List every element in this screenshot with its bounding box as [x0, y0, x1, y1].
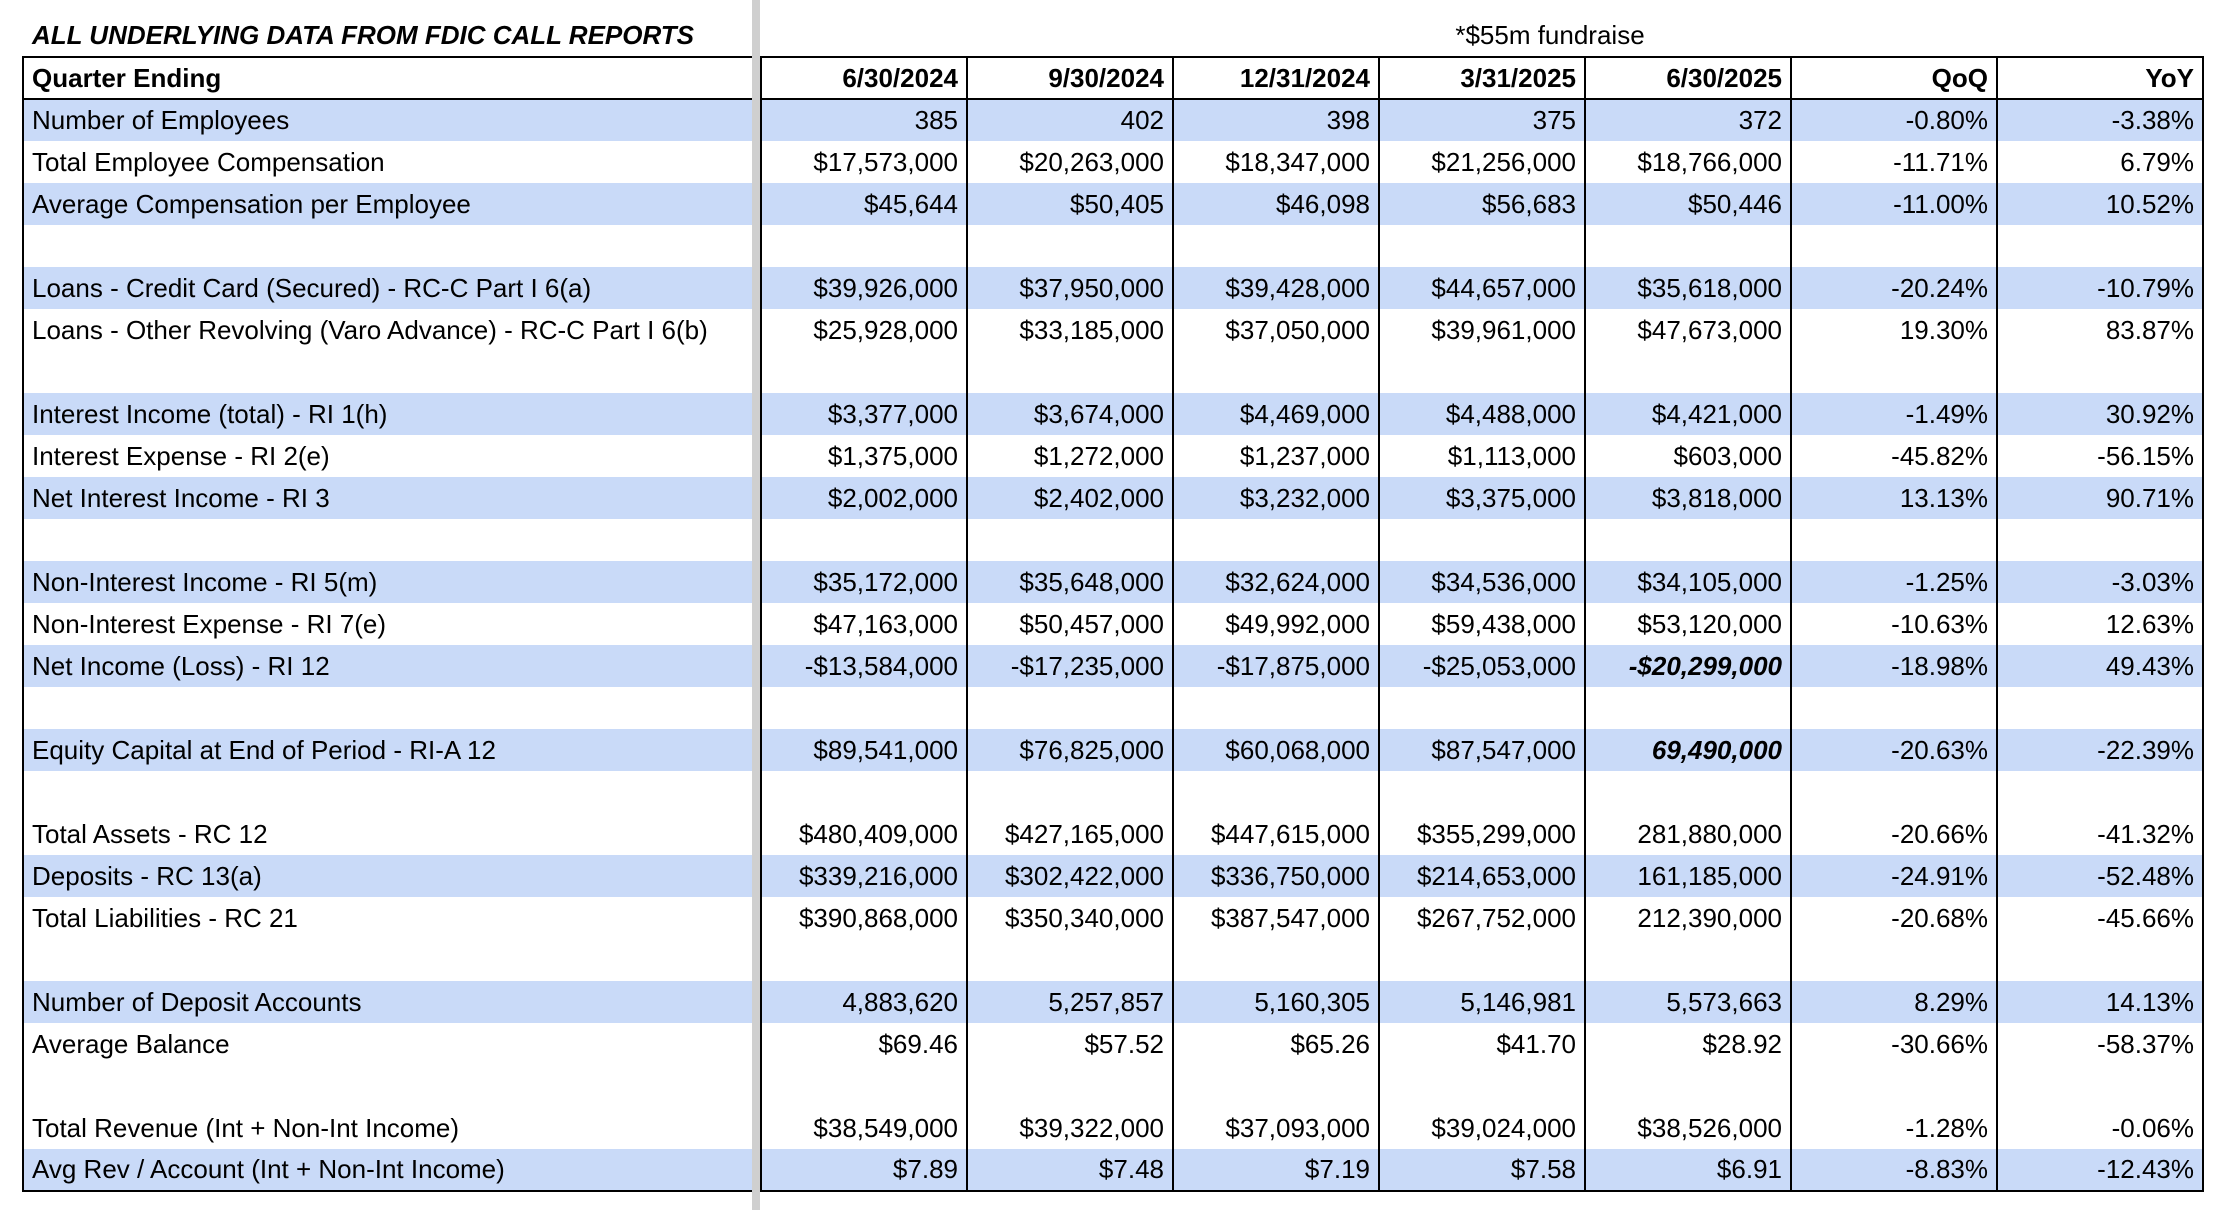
value-cell[interactable]: $38,549,000 — [761, 1107, 967, 1149]
value-cell[interactable] — [967, 519, 1173, 561]
value-cell[interactable]: $7.48 — [967, 1149, 1173, 1191]
value-cell[interactable]: 385 — [761, 99, 967, 141]
value-cell[interactable]: -$13,584,000 — [761, 645, 967, 687]
value-cell[interactable]: $37,093,000 — [1173, 1107, 1379, 1149]
table-row — [23, 225, 2203, 267]
value-cell[interactable]: $4,469,000 — [1173, 393, 1379, 435]
value-cell[interactable] — [967, 351, 1173, 393]
value-cell[interactable]: $28.92 — [1585, 1023, 1791, 1065]
value-cell[interactable]: -41.32% — [1997, 813, 2203, 855]
value-cell[interactable]: $76,825,000 — [967, 729, 1173, 771]
value-cell[interactable]: $50,446 — [1585, 183, 1791, 225]
value-cell[interactable] — [1173, 939, 1379, 981]
value-cell[interactable]: 402 — [967, 99, 1173, 141]
row-label-cell[interactable] — [23, 939, 761, 981]
table-row — [23, 603, 2203, 645]
row-label-cell[interactable]: Total Assets - RC 12 — [23, 813, 761, 855]
table-row — [23, 393, 2203, 435]
value-cell[interactable]: -11.00% — [1791, 183, 1997, 225]
row-label-cell[interactable]: Avg Rev / Account (Int + Non-Int Income) — [23, 1149, 761, 1191]
value-cell[interactable] — [1585, 939, 1791, 981]
value-cell[interactable]: $60,068,000 — [1173, 729, 1379, 771]
value-cell[interactable] — [1997, 687, 2203, 729]
value-cell[interactable] — [967, 771, 1173, 813]
value-cell[interactable]: $7.19 — [1173, 1149, 1379, 1191]
table-row — [23, 1149, 2203, 1191]
table-row — [23, 687, 2203, 729]
value-cell[interactable]: $45,644 — [761, 183, 967, 225]
table-row — [23, 351, 2203, 393]
value-cell[interactable]: $3,232,000 — [1173, 477, 1379, 519]
value-cell[interactable] — [1585, 519, 1791, 561]
value-cell[interactable]: $1,272,000 — [967, 435, 1173, 477]
row-label-cell[interactable]: Net Income (Loss) - RI 12 — [23, 645, 761, 687]
value-cell[interactable] — [1791, 939, 1997, 981]
value-cell[interactable]: $447,615,000 — [1173, 813, 1379, 855]
value-cell[interactable] — [761, 939, 967, 981]
table-body — [23, 99, 2203, 1191]
value-cell[interactable]: 5,160,305 — [1173, 981, 1379, 1023]
value-cell[interactable]: $39,428,000 — [1173, 267, 1379, 309]
row-label-cell[interactable]: Equity Capital at End of Period - RI-A 12 — [23, 729, 761, 771]
table-row — [23, 897, 2203, 939]
row-label-cell[interactable]: Average Balance — [23, 1023, 761, 1065]
value-cell[interactable]: -3.38% — [1997, 99, 2203, 141]
value-cell[interactable]: $4,421,000 — [1585, 393, 1791, 435]
value-cell[interactable]: -22.39% — [1997, 729, 2203, 771]
table-row — [23, 1107, 2203, 1149]
value-cell[interactable] — [1997, 939, 2203, 981]
header-cell-yoy[interactable]: YoY — [1997, 57, 2203, 99]
table-row — [23, 183, 2203, 225]
value-cell[interactable]: -45.66% — [1997, 897, 2203, 939]
value-cell[interactable] — [1379, 1065, 1585, 1107]
row-label-cell[interactable]: Number of Employees — [23, 99, 761, 141]
value-cell[interactable]: $57.52 — [967, 1023, 1173, 1065]
value-cell[interactable]: -24.91% — [1791, 855, 1997, 897]
value-cell[interactable]: -3.03% — [1997, 561, 2203, 603]
value-cell[interactable]: 19.30% — [1791, 309, 1997, 351]
value-cell[interactable] — [967, 687, 1173, 729]
value-cell[interactable]: $47,673,000 — [1585, 309, 1791, 351]
value-cell[interactable] — [761, 225, 967, 267]
value-cell[interactable]: -0.06% — [1997, 1107, 2203, 1149]
row-label-cell[interactable]: Non-Interest Expense - RI 7(e) — [23, 603, 761, 645]
title-row — [22, 18, 2202, 56]
value-cell[interactable] — [1173, 771, 1379, 813]
row-label-cell[interactable]: Total Liabilities - RC 21 — [23, 897, 761, 939]
value-cell[interactable]: 5,146,981 — [1379, 981, 1585, 1023]
table-row — [23, 435, 2203, 477]
value-cell[interactable]: 69,490,000 — [1585, 729, 1791, 771]
table-row — [23, 1065, 2203, 1107]
value-cell[interactable] — [1585, 771, 1791, 813]
value-cell[interactable]: $39,926,000 — [761, 267, 967, 309]
value-cell[interactable]: $25,928,000 — [761, 309, 967, 351]
table-row — [23, 645, 2203, 687]
value-cell[interactable] — [1379, 687, 1585, 729]
value-cell[interactable] — [761, 1065, 967, 1107]
value-cell[interactable]: $65.26 — [1173, 1023, 1379, 1065]
value-cell[interactable]: -12.43% — [1997, 1149, 2203, 1191]
value-cell[interactable]: $20,263,000 — [967, 141, 1173, 183]
row-label-cell[interactable]: Interest Expense - RI 2(e) — [23, 435, 761, 477]
row-label-cell[interactable]: Loans - Credit Card (Secured) - RC-C Part I 6(a) — [23, 267, 761, 309]
value-cell[interactable]: 375 — [1379, 99, 1585, 141]
data-table — [22, 56, 2204, 1192]
value-cell[interactable] — [1791, 687, 1997, 729]
value-cell[interactable] — [967, 1065, 1173, 1107]
value-cell[interactable] — [1585, 225, 1791, 267]
value-cell[interactable]: $6.91 — [1585, 1149, 1791, 1191]
fundraise-note: *$55m fundraise — [1455, 20, 1645, 50]
value-cell[interactable]: -20.66% — [1791, 813, 1997, 855]
value-cell[interactable]: -18.98% — [1791, 645, 1997, 687]
value-cell[interactable]: 372 — [1585, 99, 1791, 141]
value-cell[interactable]: 30.92% — [1997, 393, 2203, 435]
table-row — [23, 855, 2203, 897]
value-cell[interactable] — [1997, 771, 2203, 813]
value-cell[interactable]: $34,536,000 — [1379, 561, 1585, 603]
value-cell[interactable]: $44,657,000 — [1379, 267, 1585, 309]
value-cell[interactable]: 398 — [1173, 99, 1379, 141]
value-cell[interactable]: 14.13% — [1997, 981, 2203, 1023]
value-cell[interactable]: 90.71% — [1997, 477, 2203, 519]
value-cell[interactable]: $302,422,000 — [967, 855, 1173, 897]
table-row — [23, 99, 2203, 141]
row-label-cell[interactable]: Total Revenue (Int + Non-Int Income) — [23, 1107, 761, 1149]
value-cell[interactable] — [761, 351, 967, 393]
value-cell[interactable]: 8.29% — [1791, 981, 1997, 1023]
value-cell[interactable]: 5,573,663 — [1585, 981, 1791, 1023]
table-row — [23, 477, 2203, 519]
value-cell[interactable] — [1585, 1065, 1791, 1107]
value-cell[interactable]: $50,457,000 — [967, 603, 1173, 645]
value-cell[interactable]: -10.79% — [1997, 267, 2203, 309]
table-row — [23, 813, 2203, 855]
value-cell[interactable]: 161,185,000 — [1585, 855, 1791, 897]
value-cell[interactable] — [1997, 351, 2203, 393]
table-row — [23, 729, 2203, 771]
value-cell[interactable]: $49,992,000 — [1173, 603, 1379, 645]
value-cell[interactable]: $46,098 — [1173, 183, 1379, 225]
value-cell[interactable]: $1,237,000 — [1173, 435, 1379, 477]
value-cell[interactable]: 13.13% — [1791, 477, 1997, 519]
value-cell[interactable] — [1585, 687, 1791, 729]
header-cell-9-30-2024[interactable]: 9/30/2024 — [967, 57, 1173, 99]
value-cell[interactable] — [1379, 519, 1585, 561]
table-row — [23, 939, 2203, 981]
value-cell[interactable]: $2,402,000 — [967, 477, 1173, 519]
value-cell[interactable]: $69.46 — [761, 1023, 967, 1065]
value-cell[interactable]: $1,113,000 — [1379, 435, 1585, 477]
header-cell-6-30-2025[interactable]: 6/30/2025 — [1585, 57, 1791, 99]
value-cell[interactable] — [1379, 771, 1585, 813]
header-row — [23, 57, 2203, 99]
value-cell[interactable]: $1,375,000 — [761, 435, 967, 477]
header-cell-3-31-2025[interactable]: 3/31/2025 — [1379, 57, 1585, 99]
row-label-cell[interactable]: Number of Deposit Accounts — [23, 981, 761, 1023]
value-cell[interactable]: $21,256,000 — [1379, 141, 1585, 183]
value-cell[interactable]: -8.83% — [1791, 1149, 1997, 1191]
value-cell[interactable]: $214,653,000 — [1379, 855, 1585, 897]
value-cell[interactable]: $38,526,000 — [1585, 1107, 1791, 1149]
value-cell[interactable]: 6.79% — [1997, 141, 2203, 183]
value-cell[interactable]: $50,405 — [967, 183, 1173, 225]
header-cell-quarter-ending[interactable]: Quarter Ending — [23, 57, 761, 99]
table-row — [23, 141, 2203, 183]
value-cell[interactable]: 83.87% — [1997, 309, 2203, 351]
value-cell[interactable]: 5,257,857 — [967, 981, 1173, 1023]
value-cell[interactable]: $3,674,000 — [967, 393, 1173, 435]
row-label-cell[interactable] — [23, 1065, 761, 1107]
value-cell[interactable] — [1379, 351, 1585, 393]
value-cell[interactable] — [967, 225, 1173, 267]
value-cell[interactable] — [761, 687, 967, 729]
value-cell[interactable]: $18,766,000 — [1585, 141, 1791, 183]
value-cell[interactable]: -$20,299,000 — [1585, 645, 1791, 687]
value-cell[interactable]: $355,299,000 — [1379, 813, 1585, 855]
value-cell[interactable]: $39,024,000 — [1379, 1107, 1585, 1149]
value-cell[interactable] — [1791, 351, 1997, 393]
row-label-cell[interactable]: Interest Income (total) - RI 1(h) — [23, 393, 761, 435]
value-cell[interactable]: $53,120,000 — [1585, 603, 1791, 645]
value-cell[interactable]: $33,185,000 — [967, 309, 1173, 351]
value-cell[interactable] — [1791, 225, 1997, 267]
value-cell[interactable]: -$25,053,000 — [1379, 645, 1585, 687]
header-cell-6-30-2024[interactable]: 6/30/2024 — [761, 57, 967, 99]
value-cell[interactable]: 4,883,620 — [761, 981, 967, 1023]
value-cell[interactable]: -$17,875,000 — [1173, 645, 1379, 687]
value-cell[interactable] — [761, 771, 967, 813]
value-cell[interactable] — [1585, 351, 1791, 393]
value-cell[interactable] — [1997, 225, 2203, 267]
value-cell[interactable] — [1997, 1065, 2203, 1107]
row-label-cell[interactable]: Loans - Other Revolving (Varo Advance) - RC-C Part I 6(b) — [23, 309, 761, 351]
value-cell[interactable]: 212,390,000 — [1585, 897, 1791, 939]
table-row — [23, 309, 2203, 351]
value-cell[interactable]: $350,340,000 — [967, 897, 1173, 939]
value-cell[interactable] — [1997, 519, 2203, 561]
value-cell[interactable]: -20.68% — [1791, 897, 1997, 939]
value-cell[interactable] — [1379, 939, 1585, 981]
value-cell[interactable]: -30.66% — [1791, 1023, 1997, 1065]
value-cell[interactable]: $3,818,000 — [1585, 477, 1791, 519]
value-cell[interactable] — [1791, 1065, 1997, 1107]
row-label-cell[interactable]: Deposits - RC 13(a) — [23, 855, 761, 897]
value-cell[interactable] — [761, 519, 967, 561]
header-cell-qoq[interactable]: QoQ — [1791, 57, 1997, 99]
value-cell[interactable]: $39,322,000 — [967, 1107, 1173, 1149]
value-cell[interactable]: -52.48% — [1997, 855, 2203, 897]
value-cell[interactable]: 281,880,000 — [1585, 813, 1791, 855]
value-cell[interactable]: $59,438,000 — [1379, 603, 1585, 645]
value-cell[interactable]: $390,868,000 — [761, 897, 967, 939]
table-row — [23, 771, 2203, 813]
value-cell[interactable]: 10.52% — [1997, 183, 2203, 225]
value-cell[interactable]: 12.63% — [1997, 603, 2203, 645]
table-row — [23, 981, 2203, 1023]
value-cell[interactable]: -56.15% — [1997, 435, 2203, 477]
value-cell[interactable]: -11.71% — [1791, 141, 1997, 183]
row-label-cell[interactable] — [23, 771, 761, 813]
row-label-cell[interactable]: Average Compensation per Employee — [23, 183, 761, 225]
value-cell[interactable]: $37,050,000 — [1173, 309, 1379, 351]
value-cell[interactable]: -20.63% — [1791, 729, 1997, 771]
row-label-cell[interactable] — [23, 225, 761, 267]
table-row — [23, 267, 2203, 309]
value-cell[interactable]: $2,002,000 — [761, 477, 967, 519]
value-cell[interactable]: -$17,235,000 — [967, 645, 1173, 687]
value-cell[interactable]: $339,216,000 — [761, 855, 967, 897]
value-cell[interactable] — [1791, 519, 1997, 561]
value-cell[interactable]: $387,547,000 — [1173, 897, 1379, 939]
value-cell[interactable]: $4,488,000 — [1379, 393, 1585, 435]
value-cell[interactable]: $427,165,000 — [967, 813, 1173, 855]
value-cell[interactable]: $39,961,000 — [1379, 309, 1585, 351]
value-cell[interactable] — [1173, 225, 1379, 267]
table-row — [23, 1023, 2203, 1065]
value-cell[interactable]: $17,573,000 — [761, 141, 967, 183]
table-row — [23, 519, 2203, 561]
value-cell[interactable] — [1379, 225, 1585, 267]
value-cell[interactable]: $267,752,000 — [1379, 897, 1585, 939]
value-cell[interactable]: -20.24% — [1791, 267, 1997, 309]
value-cell[interactable] — [1173, 687, 1379, 729]
value-cell[interactable]: $7.89 — [761, 1149, 967, 1191]
value-cell[interactable]: $35,172,000 — [761, 561, 967, 603]
value-cell[interactable]: $41.70 — [1379, 1023, 1585, 1065]
frozen-column-divider[interactable] — [752, 0, 760, 1210]
value-cell[interactable]: $7.58 — [1379, 1149, 1585, 1191]
row-label-cell[interactable]: Non-Interest Income - RI 5(m) — [23, 561, 761, 603]
value-cell[interactable]: $56,683 — [1379, 183, 1585, 225]
header-cell-12-31-2024[interactable]: 12/31/2024 — [1173, 57, 1379, 99]
value-cell[interactable]: $480,409,000 — [761, 813, 967, 855]
value-cell[interactable]: $87,547,000 — [1379, 729, 1585, 771]
value-cell[interactable] — [967, 939, 1173, 981]
value-cell[interactable] — [1173, 1065, 1379, 1107]
value-cell[interactable] — [1791, 771, 1997, 813]
row-label-cell[interactable]: Total Employee Compensation — [23, 141, 761, 183]
sheet-title: ALL UNDERLYING DATA FROM FDIC CALL REPORTS — [32, 20, 695, 50]
value-cell[interactable]: $3,375,000 — [1379, 477, 1585, 519]
row-label-cell[interactable] — [23, 687, 761, 729]
value-cell[interactable]: -1.49% — [1791, 393, 1997, 435]
value-cell[interactable]: $336,750,000 — [1173, 855, 1379, 897]
row-label-cell[interactable] — [23, 351, 761, 393]
value-cell[interactable]: -1.28% — [1791, 1107, 1997, 1149]
row-label-cell[interactable]: Net Interest Income - RI 3 — [23, 477, 761, 519]
row-label-cell[interactable] — [23, 519, 761, 561]
value-cell[interactable]: -0.80% — [1791, 99, 1997, 141]
value-cell[interactable]: $35,618,000 — [1585, 267, 1791, 309]
value-cell[interactable]: $47,163,000 — [761, 603, 967, 645]
value-cell[interactable]: $32,624,000 — [1173, 561, 1379, 603]
value-cell[interactable]: $89,541,000 — [761, 729, 967, 771]
value-cell[interactable]: -10.63% — [1791, 603, 1997, 645]
value-cell[interactable]: $35,648,000 — [967, 561, 1173, 603]
table-row — [23, 561, 2203, 603]
value-cell[interactable]: $34,105,000 — [1585, 561, 1791, 603]
value-cell[interactable] — [1173, 519, 1379, 561]
value-cell[interactable]: $3,377,000 — [761, 393, 967, 435]
value-cell[interactable] — [1173, 351, 1379, 393]
value-cell[interactable]: -45.82% — [1791, 435, 1997, 477]
value-cell[interactable]: $603,000 — [1585, 435, 1791, 477]
value-cell[interactable]: $18,347,000 — [1173, 141, 1379, 183]
value-cell[interactable]: -58.37% — [1997, 1023, 2203, 1065]
value-cell[interactable]: -1.25% — [1791, 561, 1997, 603]
value-cell[interactable]: $37,950,000 — [967, 267, 1173, 309]
value-cell[interactable]: 49.43% — [1997, 645, 2203, 687]
